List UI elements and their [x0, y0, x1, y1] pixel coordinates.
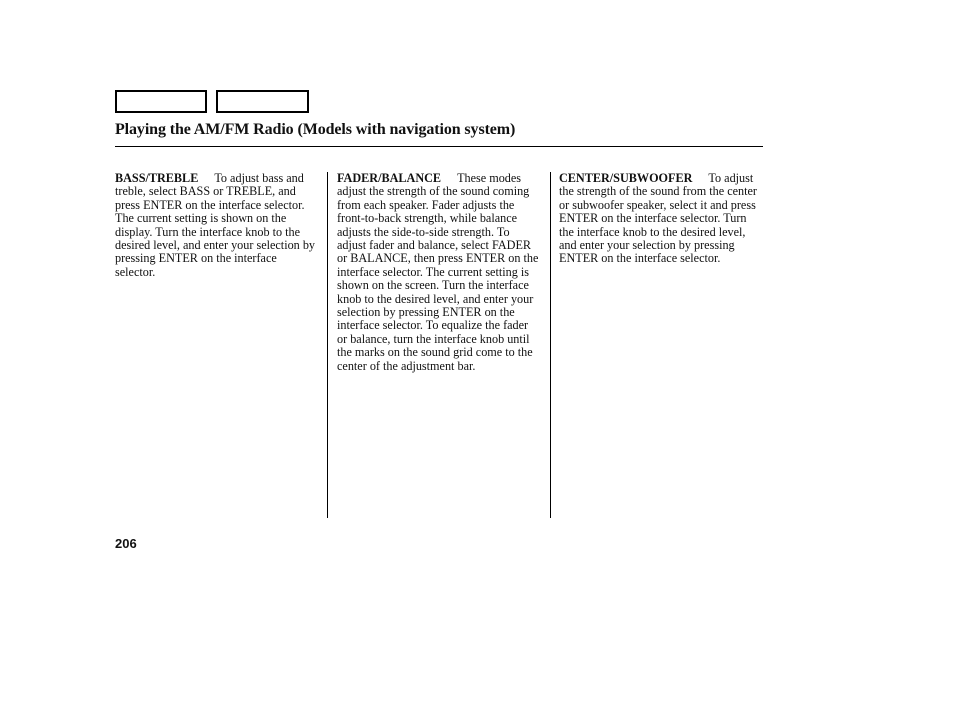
page-number: 206: [115, 536, 137, 551]
column-divider: [327, 172, 328, 518]
section-heading: FADER/BALANCE: [337, 171, 442, 185]
title-divider: [115, 146, 763, 147]
nav-tab-main-menu[interactable]: [115, 90, 207, 113]
section-body: These modes adjust the strength of the sound coming from each speaker. Fader adjusts the front-to-back strength, while balance adjusts the side-to-side strength. To adjust fader and balance, select FADER or BALANCE, then press ENTER on the interface selector. The current setting is shown on the screen. Turn the interface knob to the desired level, and enter your selection by pressing ENTER on the interface selector. To equalize the fader or balance, turn the interface knob until the marks on the sound grid come to the center of the adjustment bar.: [337, 171, 539, 373]
column-fader-balance: [337, 172, 541, 373]
section-heading: BASS/TREBLE: [115, 171, 199, 185]
section-body: To adjust bass and treble, select BASS or TREBLE, and press ENTER on the interface selector. The current setting is shown on the display. Turn the interface knob to the desired level, and enter your selection by pressing ENTER on the interface selector.: [115, 171, 316, 279]
column-divider: [550, 172, 551, 518]
nav-tab-index[interactable]: [216, 90, 309, 113]
column-center-subwoofer: [559, 172, 763, 266]
page-title: Playing the AM/FM Radio (Models with navigation system): [115, 121, 516, 138]
column-bass-treble: [115, 172, 317, 279]
section-body: To adjust the strength of the sound from the center or subwoofer speaker, select it and press ENTER on the interface selector. Turn the interface knob to the desired level, and enter your selection by pressing ENTER on the interface selector.: [559, 171, 757, 266]
section-heading: CENTER/SUBWOOFER: [559, 171, 693, 185]
